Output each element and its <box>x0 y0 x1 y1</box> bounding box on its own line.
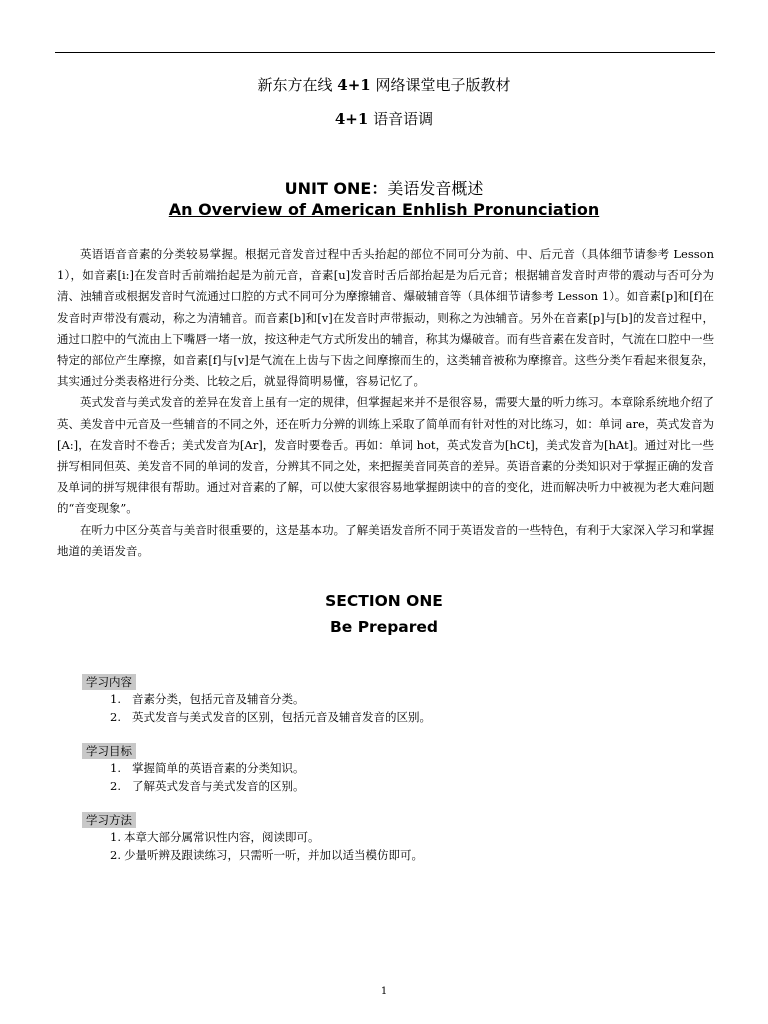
list-item <box>110 828 423 846</box>
unit-title <box>0 176 768 199</box>
block-label: 学习方法 <box>82 812 136 828</box>
section-title: SECTION ONE <box>325 592 443 610</box>
block-label: 学习内容 <box>82 674 136 690</box>
page-number: 1 <box>380 986 388 997</box>
item-text: 掌握简单的英语音素的分类知识。 <box>132 761 305 775</box>
unit-title-en: UNIT ONE： <box>284 179 388 198</box>
item-number: 2. <box>110 779 121 793</box>
header-suffix: 网络课堂电子版教材 <box>375 76 511 94</box>
list-item <box>110 846 423 864</box>
header-course-name: 语音语调 <box>373 110 434 128</box>
list-item <box>110 777 305 795</box>
header-course-code-2: 4+1 <box>334 110 369 128</box>
item-number: 1. <box>110 761 121 775</box>
unit-subtitle: An Overview of American Enhlish Pronunciation <box>168 200 600 219</box>
study-method-block <box>82 812 423 864</box>
item-number: 1. <box>110 692 121 706</box>
list-item <box>110 759 305 777</box>
item-number: 2. <box>110 848 121 862</box>
paragraph: 英式发音与美式发音的差异在发音上虽有一定的规律，但掌握起来并不是很容易，需要大量的听力练习。本章除系统地介绍了英、美发音中元音及一些辅音的不同之外，还在听力分辨的训练上采取了简单而有针对性的对比练习，如：单词 are，英式发音为[A:]，在发音时不卷舌；美式发音为[Ar]，发音时要卷舌。再如：单词 hot，英式发音为[hCt]，美式发音为[hAt]。通过对比一些拼写相同但英、美发音不同的单词的发音，分辨其不同之处，来把握美音同英音的差异。英语音素的分类知识对于掌握正确的发音及单词的拼写规律很有帮助。通过对音素的了解，可以使大家很容易地掌握朗读中的音的变化，进而解决听力中被视为老大难问题的“音变现象”。 <box>57 395 714 516</box>
study-goals-block <box>82 743 305 795</box>
unit-title-cn: 美语发音概述 <box>387 179 484 198</box>
document-header-title <box>0 74 768 95</box>
block-list <box>82 828 423 864</box>
block-list <box>82 759 305 795</box>
block-list <box>82 690 431 726</box>
item-number: 2. <box>110 710 121 724</box>
item-text: 本章大部分属常识性内容，阅读即可。 <box>124 830 320 844</box>
item-text: 英式发音与美式发音的区别，包括元音及辅音发音的区别。 <box>132 710 431 724</box>
list-item <box>110 708 431 726</box>
paragraph: 在听力中区分英音与美音时很重要的，这是基本功。了解美语发音所不同于英语发音的一些特色，有利于大家深入学习和掌握地道的美语发音。 <box>57 522 714 558</box>
study-content-block <box>82 674 431 726</box>
header-rule <box>55 52 715 53</box>
block-label: 学习目标 <box>82 743 136 759</box>
paragraph: 英语语音音素的分类较易掌握。根据元音发音过程中舌头抬起的部位不同可分为前、中、后元音（具体细节请参考 Lesson 1），如音素[i:]在发音时舌前端抬起是为前元音，音素[u]发音时舌后部抬起是为后元音；根据辅音发音时声带的震动与否可分为清、浊辅音或根据发音时气流通过口腔的方式不同可分为摩擦辅音、爆破辅音等（具体细节请参考 Lesson 1）。如音素[p]和[f]在发音时声带没有震动，称之为清辅音。而音素[b]和[v]在发音时声带振动，则称之为浊辅音。另外在音素[p]与[b]的发音过程中，通过口腔中的气流由上下嘴唇一堵一放，按这种走气方式所发出的辅音，称其为爆破音。而有些音素在发音时，气流在口腔中一些特定的部位产生摩擦，如音素[f]与[v]是气流在上齿与下齿之间摩擦而生的，这类辅音被称为摩擦音。这些分类乍看起来很复杂，其实通过分类表格进行分类、比较之后，就显得简明易懂，容易记忆了。 <box>57 247 714 389</box>
item-text: 了解英式发音与美式发音的区别。 <box>132 779 305 793</box>
list-item <box>110 690 431 708</box>
intro-body <box>57 244 714 562</box>
item-text: 音素分类，包括元音及辅音分类。 <box>132 692 305 706</box>
document-header-subtitle <box>0 108 768 129</box>
section-subtitle: Be Prepared <box>329 618 439 636</box>
header-course-code: 4+1 <box>337 76 371 94</box>
item-text: 少量听辨及跟读练习，只需听一听，并加以适当模仿即可。 <box>124 848 423 862</box>
header-prefix: 新东方在线 <box>257 76 333 94</box>
item-number: 1. <box>110 830 121 844</box>
